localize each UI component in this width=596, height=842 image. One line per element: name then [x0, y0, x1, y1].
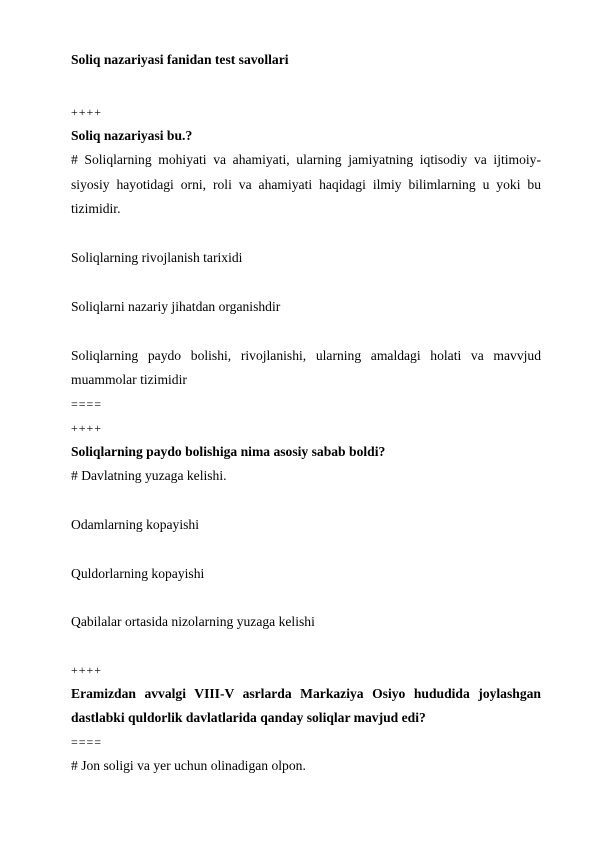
answer-option-line: muammolar tizimidir — [71, 372, 187, 387]
correct-answer: # Jon soligi va yer uchun olinadigan olpon. — [71, 758, 306, 773]
correct-answer-line: siyosiy hayotidagi orni, roli va ahamiyati haqidagi ilmiy bilimlarning u yoki bu — [71, 177, 541, 192]
question-text: Soliq nazariyasi bu.? — [71, 128, 193, 143]
question-text-line: Eramizdan avvalgi VIII-V asrlarda Markaziya Osiyo hududida joylashgan — [71, 686, 541, 701]
question-marker: ++++ — [71, 105, 103, 119]
question-marker: ++++ — [71, 663, 103, 677]
question-marker: ++++ — [71, 421, 103, 435]
correct-answer-line: # Soliqlarning mohiyati va ahamiyati, ularning jamiyatning iqtisodiy va ijtimoiy- — [71, 152, 541, 167]
correct-answer-line: tizimidir. — [71, 201, 121, 216]
answer-option: Qabilalar ortasida nizolarning yuzaga kelishi — [71, 614, 315, 629]
question-separator: ==== — [71, 397, 103, 411]
answer-option: Odamlarning kopayishi — [71, 517, 199, 532]
question-text: Soliqlarning paydo bolishiga nima asosiy sabab boldi? — [71, 444, 386, 459]
question-text-line: dastlabki quldorlik davlatlarida qanday soliqlar mavjud edi? — [71, 710, 426, 725]
document-title: Soliq nazariyasi fanidan test savollari — [71, 52, 289, 67]
answer-option: Soliqlarni nazariy jihatdan organishdir — [71, 299, 281, 314]
question-separator: ==== — [71, 735, 103, 749]
correct-answer: # Davlatning yuzaga kelishi. — [71, 468, 227, 483]
answer-option: Quldorlarning kopayishi — [71, 566, 205, 581]
answer-option: Soliqlarning rivojlanish tarixidi — [71, 250, 243, 265]
answer-option-line: Soliqlarning paydo bolishi, rivojlanishi, ularning amaldagi holati va mavvjud — [71, 348, 541, 363]
